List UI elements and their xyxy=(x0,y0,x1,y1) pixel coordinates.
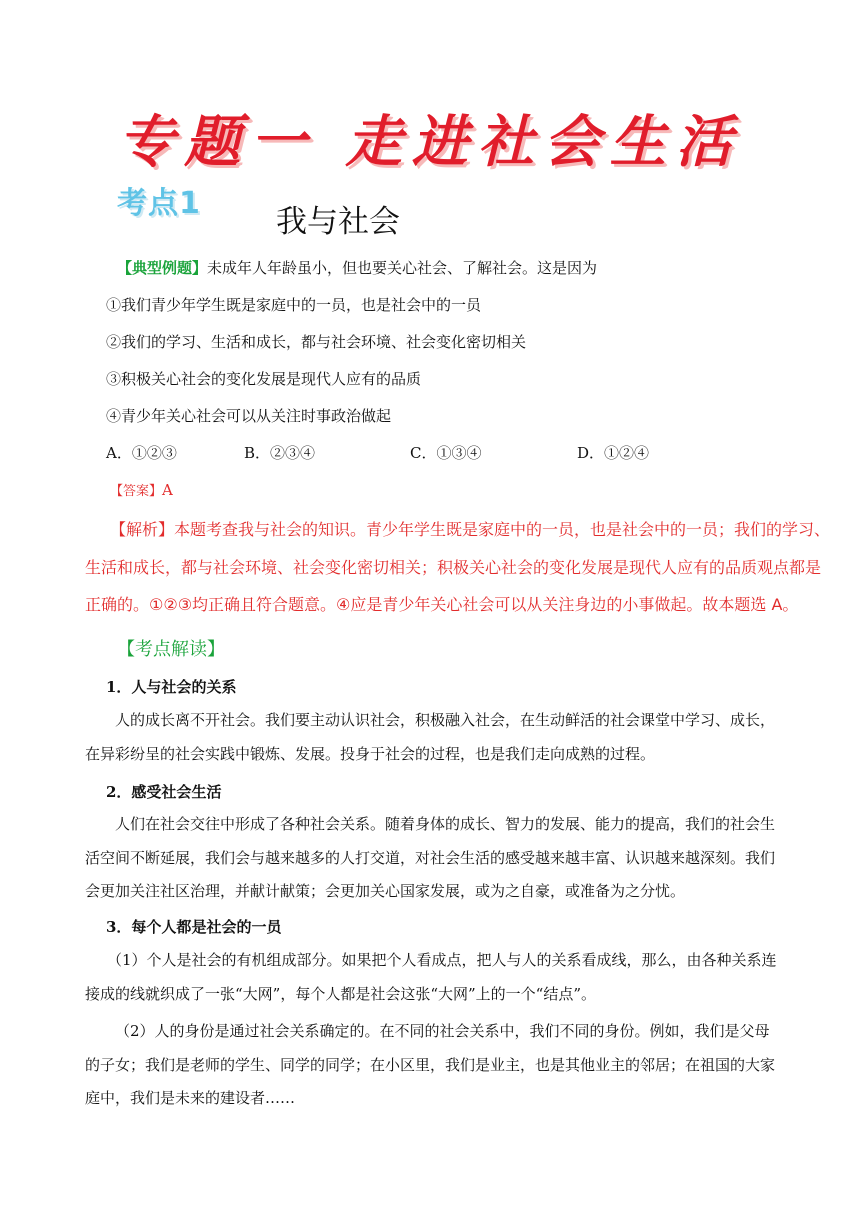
option-b: B．②③④ xyxy=(244,444,316,462)
answer-value: A xyxy=(162,481,173,499)
option-c: C．①③④ xyxy=(410,444,482,462)
example-question-line xyxy=(117,257,597,278)
analysis-line-1: 【解析】本题考查我与社会的知识。青少年学生既是家庭中的一员，也是社会中的一员；我们的学习、 xyxy=(110,520,831,539)
analysis-line-3: 正确的。①②③均正确且符合题意。④应是青少年关心社会可以从关注身边的小事做起。故本题选 A。 xyxy=(85,595,799,614)
option-a: A．①②③ xyxy=(106,444,177,462)
analysis-line-2: 生活和成长，都与社会环境、社会变化密切相关；积极关心社会的变化发展是现代人应有的品质观点都是 xyxy=(85,558,822,577)
section-heading-2: 2．感受社会生活 xyxy=(106,783,222,801)
statement-4: ④青少年关心社会可以从关注时事政治做起 xyxy=(106,407,392,425)
example-question: 未成年人年龄虽小，但也要关心社会、了解社会。这是因为 xyxy=(207,259,598,277)
interpretation-label: 【考点解读】 xyxy=(117,639,225,660)
section-1-paragraph: 人的成长离不开社会。我们要主动认识社会，积极融入社会，在生动鲜活的社会课堂中学习、成长，在异彩纷呈的社会实践中锻炼、发展。投身于社会的过程，也是我们走向成熟的过程。 xyxy=(85,711,776,763)
kaodian-badge: 考点1 xyxy=(117,186,201,221)
statement-2: ②我们的学习、生活和成长，都与社会环境、社会变化密切相关 xyxy=(106,333,527,351)
section-3-paragraph-1: （1）个人是社会的有机组成部分。如果把个人看成点，把人与人的关系看成线，那么，由各种关系连接成的线就织成了一张“大网”，每个人都是社会这张“大网”上的一个“结点”。 xyxy=(85,951,777,1003)
statement-1: ①我们青少年学生既是家庭中的一员，也是社会中的一员 xyxy=(106,296,482,314)
main-title: 专题一 走进社会生活 xyxy=(118,110,742,175)
section-2-paragraph: 人们在社会交往中形成了各种社会关系。随着身体的成长、智力的发展、能力的提高，我们的社会生活空间不断延展，我们会与越来越多的人打交道，对社会生活的感受越来越丰富、认识越来越深刻。我们会更加关注社区治理，并献计献策；会更加关心国家发展，或为之自豪，或准备为之分忧。 xyxy=(85,815,776,900)
example-label: 【典型例题】 xyxy=(117,259,208,277)
section-heading-1: 1．人与社会的关系 xyxy=(106,678,237,696)
section-3-paragraph-2: （2）人的身份是通过社会关系确定的。在不同的社会关系中，我们不同的身份。例如，我们是父母的子女；我们是老师的学生、同学的同学；在小区里，我们是业主，也是其他业主的邻居；在祖国的大家庭中，我们是未来的建设者…… xyxy=(85,1022,776,1107)
section-title: 我与社会 xyxy=(276,204,400,240)
answer-line xyxy=(110,480,173,499)
statement-3: ③积极关心社会的变化发展是现代人应有的品质 xyxy=(106,370,422,388)
section-heading-3: 3．每个人都是社会的一员 xyxy=(106,918,282,936)
option-d: D．①②④ xyxy=(577,444,650,462)
answer-label: 【答案】 xyxy=(110,484,163,499)
